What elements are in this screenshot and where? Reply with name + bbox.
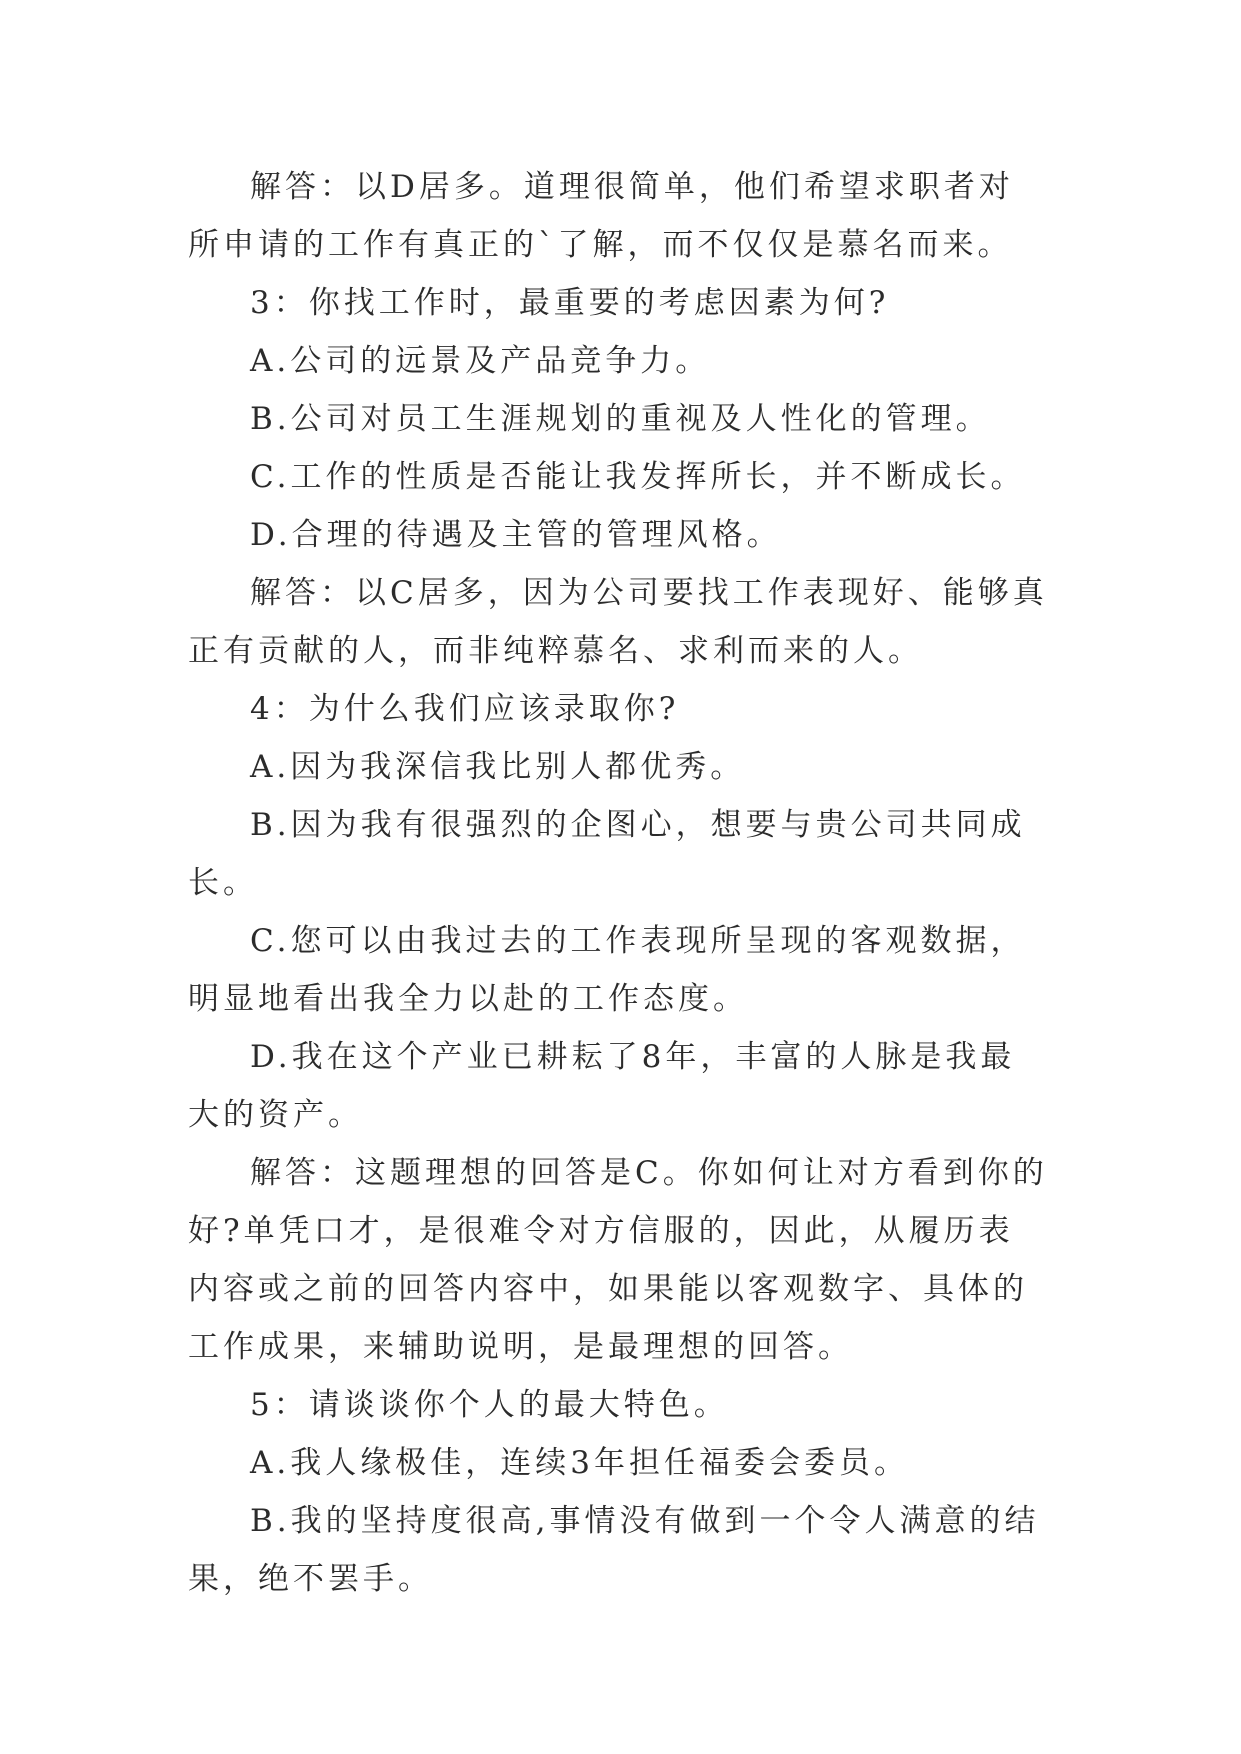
paragraph-answer-2: 解答：以D居多。道理很简单，他们希望求职者对所申请的工作有真正的`了解，而不仅仅是慕名而来。 bbox=[188, 169, 1014, 263]
question-3: 3：你找工作时，最重要的考虑因素为何? bbox=[250, 285, 890, 321]
question-3-option-c: C.工作的性质是否能让我发挥所长，并不断成长。 bbox=[250, 459, 1026, 495]
document-body bbox=[188, 158, 1048, 1608]
paragraph-answer-4: 解答：这题理想的回答是C。你如何让对方看到你的好?单凭口才，是很难令对方信服的，因此，从履历表内容或之前的回答内容中，如果能以客观数字、具体的工作成果，来辅助说明，是最理想的回答。 bbox=[188, 1155, 1048, 1365]
question-4-option-b: B.因为我有很强烈的企图心，想要与贵公司共同成长。 bbox=[188, 807, 1026, 901]
question-3-option-a: A.公司的远景及产品竞争力。 bbox=[250, 343, 711, 379]
question-3-option-d: D.合理的待遇及主管的管理风格。 bbox=[250, 517, 782, 553]
question-5-option-b: B.我的坚持度很高,事情没有做到一个令人满意的结果，绝不罢手。 bbox=[188, 1503, 1040, 1597]
question-5: 5：请谈谈你个人的最大特色。 bbox=[250, 1387, 729, 1423]
question-4-option-c: C.您可以由我过去的工作表现所呈现的客观数据，明显地看出我全力以赴的工作态度。 bbox=[188, 923, 1026, 1017]
paragraph-answer-3: 解答：以C居多，因为公司要找工作表现好、能够真正有贡献的人，而非纯粹慕名、求利而来的人。 bbox=[188, 575, 1048, 669]
question-4: 4：为什么我们应该录取你? bbox=[250, 691, 680, 727]
question-3-option-b: B.公司对员工生涯规划的重视及人性化的管理。 bbox=[250, 401, 991, 437]
question-4-option-a: A.因为我深信我比别人都优秀。 bbox=[250, 749, 746, 785]
question-4-option-d: D.我在这个产业已耕耘了8年，丰富的人脉是我最大的资产。 bbox=[188, 1039, 1016, 1133]
question-5-option-a: A.我人缘极佳，连续3年担任福委会委员。 bbox=[250, 1445, 909, 1481]
